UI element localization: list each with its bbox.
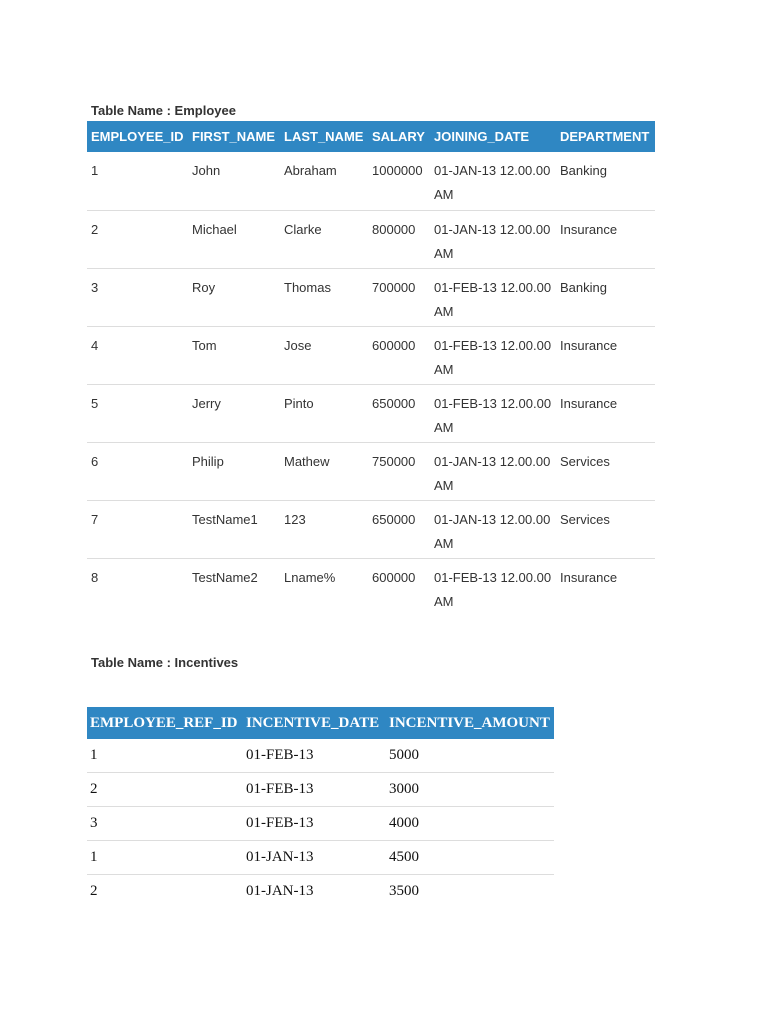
table-cell: Michael — [188, 210, 280, 268]
table-cell: 01-FEB-13 — [243, 773, 386, 807]
table-cell: TestName1 — [188, 500, 280, 558]
column-header: FIRST_NAME — [188, 121, 280, 152]
table-cell: Roy — [188, 268, 280, 326]
table-cell: Insurance — [560, 569, 618, 585]
table-cell: 01-JAN-13 12.00.00 AM — [430, 210, 556, 268]
employee-table-caption: Table Name : Employee — [91, 103, 236, 118]
table-cell: Mathew — [280, 442, 368, 500]
table-row — [87, 268, 655, 326]
table-cell: Banking — [556, 152, 655, 210]
table-cell: Thomas — [280, 268, 368, 326]
table-cell: Abraham — [280, 152, 368, 210]
table-cell: 1000000 — [368, 152, 430, 210]
table-cell: 5 — [87, 384, 188, 442]
employee-table-header-row — [87, 121, 655, 152]
table-cell: Tom — [188, 326, 280, 384]
table-cell: Clarke — [280, 210, 368, 268]
column-header: DEPARTMENT — [556, 121, 655, 152]
table-cell: Services — [556, 442, 655, 500]
table-cell: John — [188, 152, 280, 210]
table-cell: 1 — [87, 739, 243, 773]
table-cell: 650000 — [368, 384, 430, 442]
column-header: INCENTIVE_DATE — [243, 707, 386, 739]
table-cell: Banking — [556, 268, 655, 326]
column-header: EMPLOYEE_ID — [87, 121, 188, 152]
table-cell: 01-FEB-13 12.00.00 AM — [430, 268, 556, 326]
column-header: EMPLOYEE_REF_ID — [87, 707, 243, 739]
table-cell: Jerry — [188, 384, 280, 442]
table-row — [87, 807, 554, 841]
table-row — [87, 739, 554, 773]
table-cell: Insurance — [556, 210, 655, 268]
column-header: LAST_NAME — [280, 121, 368, 152]
table-cell: 8 — [91, 569, 99, 585]
table-cell: 4500 — [386, 841, 554, 875]
table-cell: 600000 — [368, 326, 430, 384]
table-cell: 4000 — [386, 807, 554, 841]
table-cell: 3000 — [386, 773, 554, 807]
table-cell: 3500 — [389, 883, 419, 899]
table-row — [87, 875, 554, 909]
column-header: JOINING_DATE — [430, 121, 556, 152]
table-cell: 123 — [280, 500, 368, 558]
table-cell: 01-FEB-13 12.00.00 AM — [430, 326, 556, 384]
table-cell: 2 — [90, 883, 98, 899]
table-cell: 01-FEB-13 — [243, 807, 386, 841]
table-cell: Insurance — [556, 326, 655, 384]
table-cell: 1 — [87, 841, 243, 875]
table-cell: Lname% — [284, 569, 336, 585]
table-cell: 3 — [87, 268, 188, 326]
table-row — [87, 773, 554, 807]
table-cell: 2 — [87, 773, 243, 807]
table-row — [87, 384, 655, 442]
table-cell: Insurance — [556, 384, 655, 442]
table-cell: 3 — [87, 807, 243, 841]
table-cell: 7 — [87, 500, 188, 558]
table-cell: 01-JAN-13 — [243, 841, 386, 875]
table-cell: 01-JAN-13 12.00.00 AM — [430, 500, 556, 558]
table-cell: 700000 — [368, 268, 430, 326]
table-cell: 600000 — [372, 569, 416, 585]
table-cell: Jose — [280, 326, 368, 384]
column-header: INCENTIVE_AMOUNT — [386, 707, 554, 739]
table-row — [87, 442, 655, 500]
table-row — [87, 326, 655, 384]
incentives-table-caption: Table Name : Incentives — [91, 655, 239, 670]
table-row — [87, 152, 655, 210]
table-row — [87, 210, 655, 268]
table-cell: 2 — [87, 210, 188, 268]
table-cell: Services — [556, 500, 655, 558]
table-cell: 4 — [87, 326, 188, 384]
table-cell: Philip — [188, 442, 280, 500]
table-cell: Pinto — [280, 384, 368, 442]
table-cell: 1 — [87, 152, 188, 210]
table-cell: 01-JAN-13 — [246, 883, 314, 899]
table-cell: 01-FEB-13 12.00.00 AM — [434, 569, 552, 609]
table-cell: 01-FEB-13 — [243, 739, 386, 773]
table-cell: 800000 — [368, 210, 430, 268]
column-header: SALARY — [368, 121, 430, 152]
table-row — [87, 500, 655, 558]
table-row — [87, 558, 655, 616]
employee-table — [87, 121, 655, 616]
table-cell: TestName2 — [192, 569, 258, 585]
table-cell: 01-FEB-13 12.00.00 AM — [430, 384, 556, 442]
table-row — [87, 841, 554, 875]
table-cell: 650000 — [368, 500, 430, 558]
incentives-table-header-row — [87, 707, 554, 739]
table-cell: 01-JAN-13 12.00.00 AM — [430, 152, 556, 210]
incentives-table — [87, 707, 554, 908]
table-cell: 6 — [87, 442, 188, 500]
table-cell: 01-JAN-13 12.00.00 AM — [430, 442, 556, 500]
table-cell: 5000 — [386, 739, 554, 773]
table-cell: 750000 — [368, 442, 430, 500]
